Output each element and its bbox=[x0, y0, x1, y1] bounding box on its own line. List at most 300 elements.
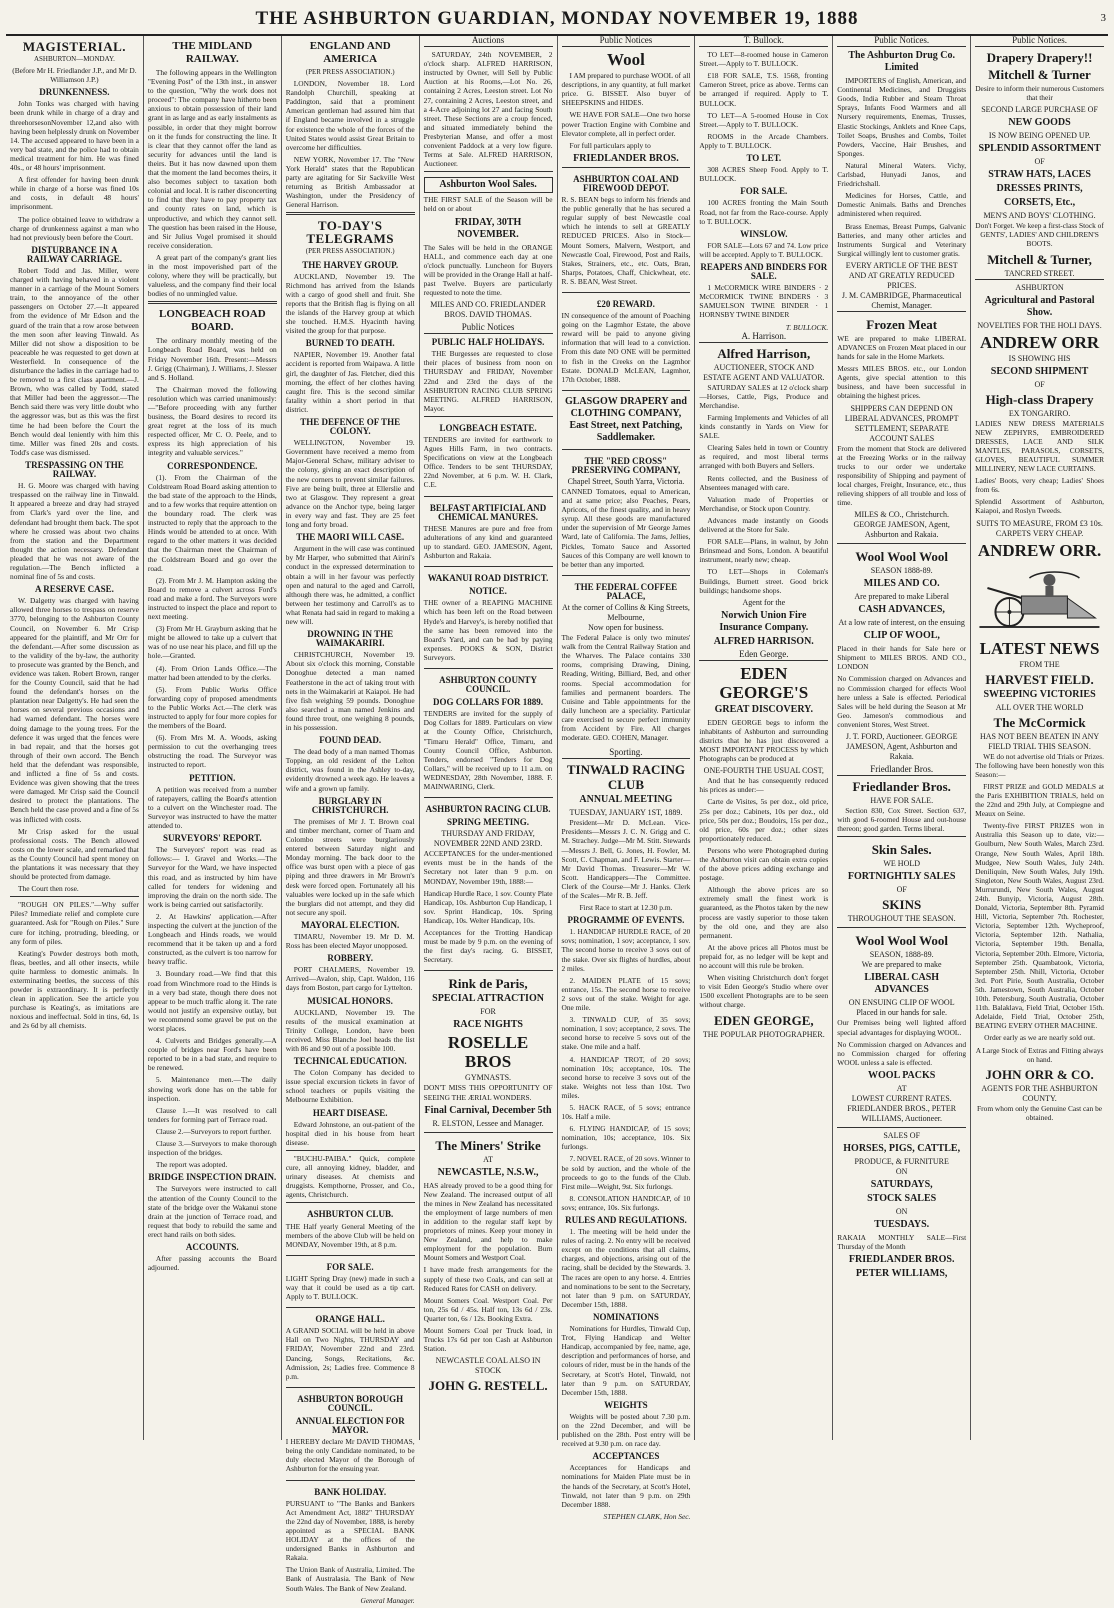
paragraph: I HEREBY declare Mr DAVID THOMAS, being the only Candidate nominated, to be duly elected Mayor of the Borough of Ashburton for the ensuing year. bbox=[285, 1437, 415, 1474]
advert-heading: Rink de Paris, bbox=[448, 976, 528, 992]
advert-line: SKINS bbox=[882, 897, 922, 913]
column-4 bbox=[420, 36, 558, 1440]
advert-line: OF bbox=[1034, 157, 1045, 167]
paragraph: Clause 1.—It was resolved to call tenders for forming part of Terrace road. bbox=[147, 1105, 277, 1124]
advert-line: NEW GOODS bbox=[1008, 117, 1071, 129]
paragraph: Splendid Assortment of Ashburton, Kaiapoi, and Roslyn Tweeds. bbox=[975, 497, 1104, 516]
divider bbox=[148, 301, 277, 304]
advert-line: AT bbox=[896, 1083, 907, 1093]
subhead: ASHBURTON CLUB. bbox=[307, 1209, 394, 1220]
paragraph: Carte de Visites, 5s per doz., old price, 25s per doz.; Cabinets, 10s per doz., old price, 50s per doz.; Boudoirs, 15s per doz., old price, 60s per doz.; other sizes proportionately reduced. bbox=[699, 797, 829, 843]
paragraph: WE are prepared to make LIBERAL ADVANCES on Frozen Meat placed in our hands for sale in the Home Markets. bbox=[837, 333, 967, 362]
subhead: TO LET. bbox=[746, 153, 782, 164]
paragraph: Mount Somers Coal per Truck load, in Trucks 17s 6d per ton Cash at Ashburton Station. bbox=[423, 1326, 553, 1354]
subhead: ACCOUNTS. bbox=[185, 1241, 239, 1252]
subhead: TRESPASSING ON THE RAILWAY. bbox=[25, 459, 124, 480]
subhead: LONGBEACH ESTATE. bbox=[439, 422, 537, 433]
subhead: HEART DISEASE. bbox=[312, 1107, 388, 1118]
advert-line: LOWEST CURRENT RATES. bbox=[851, 1093, 952, 1103]
paragraph: SATURDAY SALES at 12 o'clock sharp—Horses, Cattle, Pigs, Produce and Merchandise. bbox=[699, 382, 829, 410]
paragraph: First Race to start at 12.30 p.m. bbox=[579, 903, 673, 913]
paragraph: (2). From Mr J. M. Hampton asking the Board to remove a culvert across Ford's road and make a ford. The Surveyors were instructed to inspect the place and report to next meeting. bbox=[147, 575, 277, 622]
advert-line: HAVE FOR SALE. bbox=[870, 796, 934, 806]
advert-line: SWEEPING VICTORIES bbox=[983, 688, 1096, 700]
paragraph: LONDON, November 18. Lord Randolph Churchill, speaking at Paddington, said that a prominent American gentleman had assured him that if England became involved in a struggle for existence the whole of the forces of the United States would assist Great Britain to overcome her difficulties. bbox=[285, 79, 415, 152]
signature: J. M. CAMBRIDGE, Pharmaceutical Chemist, Manager. bbox=[841, 290, 962, 310]
advert-heading: Wool bbox=[607, 50, 645, 70]
advert-line: MEN'S AND BOYS' CLOTHING. bbox=[983, 211, 1096, 221]
advert-heading: EDEN GEORGE'S bbox=[719, 663, 809, 702]
event: 6. FLYING HANDICAP, of 15 sovs; nomination, 10s; acceptance, 10s. Six furlongs. bbox=[561, 1124, 691, 1152]
subhead: BANK HOLIDAY. bbox=[314, 1486, 387, 1497]
paragraph: Acceptances for Handicaps and nominations for Maiden Plate must be in the hands of the Secretary, at Scott's Hotel, Tinwald, not later than 9 p.m. on 29th December 1888. bbox=[561, 1463, 691, 1509]
advert-line: SECOND SHIPMENT bbox=[990, 365, 1089, 377]
divider bbox=[286, 1150, 415, 1151]
advert-line: ANNUAL MEETING bbox=[579, 794, 673, 806]
advert-line: GYMNASTS. bbox=[465, 1073, 512, 1083]
paragraph: At the above prices all Photos must be prepaid for, as no ledger will be kept and no account will this rule be broken. bbox=[699, 942, 829, 971]
advert-line: HORSES, PIGS, CATTLE, bbox=[843, 1142, 961, 1154]
reaper-binder-illustration bbox=[975, 568, 1104, 632]
advert-for-sale bbox=[286, 1255, 415, 1307]
paragraph: Nominations for Hurdles, Tinwald Cup, Trot, Flying Handicap and Welter Handicap, accompanied by fee, name, age, description and performances of horse, and colours of rider, must be in the hands of the Secretary, at Scott's Hotel, Tinwald, not later than 9 p.m. on SATURDAY, December 15th, 1888. bbox=[561, 1324, 691, 1397]
subhead: FOR SALE. bbox=[740, 186, 788, 197]
paragraph: WE do not advertise old Trials or Prizes. The following have been honestly won this Season:— bbox=[975, 751, 1104, 779]
advert-club bbox=[286, 1202, 415, 1254]
advert-heading: The Ashburton Drug Co. Limited bbox=[848, 50, 956, 74]
advert-heading: TINWALD RACING CLUB bbox=[566, 762, 685, 793]
advert-line: SUITS TO MEASURE, FROM £3 10s. bbox=[976, 518, 1103, 528]
advert-line: Are prepared to make Liberal bbox=[854, 592, 949, 602]
paragraph: Messrs MILES BROS. etc., our London Agents, give special attention to this business, and have been successful in obtaining the highest prices. bbox=[837, 364, 967, 401]
column-7 bbox=[833, 36, 971, 1440]
advert: "BUCHU-PAIBA." Quick, complete cure, all annoying kidney, bladder, and urinary diseases. At chemists and druggists. Kempthorne, Prosser, and Co., agents, Christchurch. bbox=[285, 1153, 415, 1200]
signature: R. ELSTON, Lessee and Manager. bbox=[432, 1118, 544, 1128]
signature: STEPHEN CLARK, Hon Sec. bbox=[603, 1511, 691, 1521]
advert-line: At the corner of Collins & King Streets, Melbourne, bbox=[561, 603, 690, 623]
paragraph: TIMARU, November 19. Mr D. M. Ross has been elected Mayor unopposed. bbox=[285, 931, 415, 951]
paragraph: 4. Culverts and Bridges generally.—A couple of bridges near Ford's have been reported to be in a bad state, and require to be renewed. bbox=[147, 1036, 277, 1073]
advert-line: STOCK SALES bbox=[867, 1192, 937, 1204]
advert-heading: HARVEST FIELD. bbox=[985, 671, 1094, 687]
section-title: ENGLAND AND AMERICA bbox=[309, 40, 391, 65]
signature: General Manager. bbox=[360, 1595, 415, 1605]
paragraph: TO LET—Shops in Coleman's Buildings, Burnett street. Good brick buildings; handsome shops. bbox=[699, 567, 829, 595]
section-title: MAGISTERIAL. bbox=[22, 39, 127, 54]
column-heading: Eden George. bbox=[699, 650, 828, 661]
paragraph: 100 ACRES fronting the Main South Road, not far from the Race-course. Apply to T. BULLOCK. bbox=[699, 198, 829, 226]
paragraph: President—Mr D. McLean. Vice-Presidents—Messrs J. C. N. Grigg and C. M. Strachey. Judge—Mr M. Stitt. Stewards—Messrs J. Bell, G. Jones, H. Fowler, M. Scott, C. Chapman, and F. Lewis. Starter—Mr David Thomas. Treasurer—Mr W. Scott. Handicappers—The Committee. Clerk of the Course—Mr J. Hanks. Clerk of the Scales—Mr R. B. Jeff. bbox=[561, 818, 691, 900]
paragraph: I have made fresh arrangements for the supply of these two Coals, and can sell at Reduced Rates for CASH on delivery. bbox=[423, 1265, 553, 1293]
advert-wool-sales bbox=[424, 171, 553, 323]
signature: T. BULLOCK. bbox=[785, 322, 829, 332]
subhead: PROGRAMME OF EVENTS. bbox=[567, 915, 685, 926]
paragraph: And that he has consequently reduced his prices as under:— bbox=[699, 776, 829, 795]
subhead: £20 REWARD. bbox=[596, 298, 655, 309]
divider bbox=[10, 896, 139, 897]
column-8 bbox=[971, 36, 1108, 1440]
advert-heading: Drapery Drapery!! bbox=[986, 50, 1093, 66]
advert-heading: Wool Wool Wool bbox=[855, 549, 949, 565]
advert-line: OF bbox=[1034, 379, 1045, 389]
advert-heading: ALFRED HARRISON. bbox=[713, 635, 814, 647]
paragraph: W. Dalgetty was charged with having allowed three horses to trespass on reserve 3770, belonging to the Ashburton County Council, on November 6. Mr Crisp appeared for the plaintiff, and Mr Orr for the defendant.—After some discussion as to the validity of the by-law, the authority to prosecute was granted by the Bench, and evidence was taken. Robert Brown, ranger for the County Council, said that he had found the defendant's horses on the plantation near Dalgetty's. He had seen the horses on several previous occasions and had warned defendant. The horses were doing damage to the young trees. For the defence it was urged that the fences were in bad repair, and that the horses got through of their own accord. The Bench held that the defendant was responsible, and inflicted a fine of 5s and costs. Evidence was given showing that the trees were damaged. Mr Crisp said the Council desired to protect the plantations. The Bench held the case proved and a fine of 5s was inflicted with costs. bbox=[10, 596, 139, 824]
paragraph: TO LET—A 5-roomed House in Cox Street.—Apply to T. BULLOCK. bbox=[699, 110, 829, 129]
price-list: Mount Somers Coal. Westport Coal. Per ton, 25s 6d / 45s. Half ton, 13s 6d / 23s. Quarter ton, 6s / 12s. Booking Extra. bbox=[423, 1295, 553, 1323]
subhead: WEIGHTS bbox=[604, 1399, 648, 1410]
advert-borough bbox=[286, 1387, 415, 1480]
section-title: LONGBEACH ROAD BOARD. bbox=[158, 308, 266, 334]
subhead: DISTURBANCE IN A RAILWAY CARRIAGE. bbox=[26, 244, 122, 264]
byline: (PER PRESS ASSOCIATION.) bbox=[305, 68, 395, 76]
paragraph: For full particulars apply to bbox=[569, 140, 651, 150]
advert-heading: The McCormick bbox=[993, 714, 1086, 730]
event: 2. MAIDEN PLATE of 15 sovs; entrance, 15s. The second horse to receive 2 sovs out of the stake. Weight for age. One mile. bbox=[561, 975, 691, 1013]
advert-line: Placed in our hands for sale. bbox=[856, 1008, 947, 1018]
advert-line: AT bbox=[483, 1154, 493, 1164]
paragraph: From the moment that Stock are delivered at the Freezing Works or in the railway trucks to our order we undertake responsibility of Shipping and payment of local charges, Freight, Insurance, etc., thus relieving shippers of all trouble and loss of time. bbox=[837, 443, 967, 508]
subhead: DRUNKENNESS. bbox=[39, 87, 110, 98]
advert-racing bbox=[424, 797, 553, 970]
section-title: TO-DAY'S TELEGRAMS bbox=[306, 218, 394, 247]
paragraph: PURSUANT to "The Banks and Bankers Act Amendment Act, 1882" THURSDAY the 22nd day of November, 1888, is hereby appointed as a SPECIAL BANK HOLIDAY at the offices of the undersigned Banks in Ashburton and Rakaia. bbox=[285, 1498, 415, 1563]
advert-line: ON bbox=[895, 1166, 908, 1176]
advert-bank-holiday bbox=[286, 1480, 415, 1608]
columns bbox=[6, 35, 1108, 1605]
advert-line: FORTNIGHTLY SALES bbox=[847, 871, 956, 883]
paragraph: LADIES NEW DRESS MATERIALS NEW ZEPHYRS, EMBROIDERED DRESSES, LACE AND SILK MANTLES, PARASOLS, CORSETS, GLOVES, BEAUTIFUL SUMMER MILLINERY, NEW LACE CURTAINS. bbox=[975, 418, 1104, 474]
advert: Keating's Powder destroys both moth, fleas, beetles, and all other insects, while quite harmless to domestic animals. In exterminating beetles, the success of this powder is extraordinary. It is perfectly clean in application. See the article you purchase is Keating's, as imitations are noxious and ineffectual. Sold in tins, 6d, 1s and 2s 6d by all chemists. bbox=[10, 948, 139, 1031]
advert-line: AGENTS FOR THE ASHBURTON COUNTY. bbox=[981, 1083, 1098, 1103]
advert-red-cross bbox=[562, 449, 691, 575]
paragraph: THE Half yearly General Meeting of the members of the above Club will be held on MONDAY, November 19th, at 8 p.m. bbox=[285, 1221, 415, 1249]
paragraph: £18 FOR SALE, T.S. 1568, fronting Cameron Street, price as above. Terms can be arranged if required. Apply to T. BULLOCK. bbox=[699, 71, 829, 108]
signature: MILES AND CO. FRIEDLANDER BROS. DAVID THOMAS. bbox=[430, 300, 546, 320]
column-3 bbox=[282, 36, 420, 1605]
advert-line: SATURDAYS, bbox=[870, 1178, 933, 1190]
subhead: ASHBURTON RACING CLUB. bbox=[425, 804, 551, 815]
advert-heading: LATEST NEWS bbox=[979, 638, 1100, 658]
paragraph: After passing accounts the Board adjourned. bbox=[147, 1254, 277, 1273]
advert-longbeach bbox=[424, 416, 553, 496]
advert-line: LIBERAL CASH ADVANCES bbox=[864, 972, 940, 996]
paragraph: ACCEPTANCES for the under-mentioned events must be in the hands of the Secretary not later than 9 p.m. on MONDAY, November 19th, 1888:— bbox=[423, 849, 553, 886]
paragraph: AUCKLAND, November 19. The Richmond has arrived from the Islands with a cargo of good shell and fruit. She reports that the British flag is flying on all the islands of the Harvey group at which she touched. H.M.S. Hyacinth having visited the group for that purpose. bbox=[285, 271, 415, 336]
paragraph: Clearing Sales held in town or Country as required, and most liberal terms arranged with both Buyers and Sellers. bbox=[699, 443, 829, 471]
paragraph: The Sales will be held in the ORANGE HALL, and commence each day at one o'clock punctually. Luncheon for Buyers will be provided in the Orange Hall at half-past Twelve. Buyers are particularly requested to note the time. bbox=[423, 242, 553, 297]
paragraph: Weights will be posted about 7.30 p.m. on the 22nd December, and will be published on the 28th. Post entry will be received at 9.30 p.m. on race day. bbox=[561, 1411, 691, 1449]
byline: (PER PRESS ASSOCIATION.) bbox=[305, 247, 395, 256]
paragraph: AUCKLAND, November 19. The results of the musical examination at Trinity College, London, have been received. Miss Blanche Joel heads the list with 86 and 90 out of a possible 100. bbox=[285, 1007, 415, 1053]
advert-line: NEWCASTLE, N.S.W., bbox=[437, 1166, 539, 1178]
paragraph: FOR SALE—Plans, in walnut, by John Brinsmead and Sons, London. A beautiful instrument, nearly new; cheap. bbox=[699, 537, 829, 565]
paragraph: A petition was received from a number of ratepayers, calling the Board's attention to a culvert on the Winchester road. The Surveyor was instructed to have the matter attended to. bbox=[147, 784, 277, 831]
advert-line: RACE NIGHTS bbox=[453, 1019, 523, 1031]
paragraph: A GRAND SOCIAL will be held in above Hall on Two Nights, THURSDAY and FRIDAY, November 22nd and 23rd. Dancing, Songs, Recitations, &c. Admission, 2s; Ladies free. Commence 8 p.m. bbox=[285, 1326, 415, 1381]
paragraph: From whom only the Genuine Cast can be obtained. bbox=[977, 1103, 1103, 1122]
paragraph: THE owner of a REAPING MACHINE which has been left on the Road between Hyde's and Harvey's, is hereby notified that the same has been removed into the Board's Yard, and can be had by paying expenses. POOKS & SON, District Surveyors. bbox=[423, 598, 553, 662]
paragraph: 3. Boundary road.—We find that this road from Winchmore road to the Hinds is in a very bad state, though there does not appear to be much traffic along it. The rate would not justify an expensive outlay, but we recommend some gravel be put on the worst places. bbox=[147, 969, 277, 1033]
paragraph: The Chairman moved the following resolution which was carried unanimously:—"Before proceeding with any further business, the Board desires to record its great regret at the loss of its much respected officer, Mr C. O. Peele, and to express its high appreciation of his integrity and valuable services." bbox=[147, 384, 277, 458]
subhead: CORRESPONDENCE. bbox=[167, 460, 258, 471]
advert-line: Agent for the bbox=[742, 597, 786, 607]
advert-line: TUESDAY, JANUARY 1ST, 1889. bbox=[569, 808, 683, 818]
paragraph: Desire to inform their numerous Customers that their bbox=[975, 84, 1104, 103]
paragraph: Farming Implements and Vehicles of all kinds constantly in Yards on View for SALE. bbox=[699, 413, 829, 441]
advert-line: OF bbox=[896, 885, 907, 895]
paragraph: Mr Crisp asked for the usual professional costs. The Bench allowed costs on the lower scale, and remarked that as the County Council had spent money on the plantations it was necessary that they should be protected from damage. bbox=[10, 826, 139, 882]
paragraph: CHRISTCHURCH, November 19. About six o'clock this morning, Constable Donoghue detected a man named Featherstone in the act of taking trout with nets in the Waimakariri at Kaiapoi. He had five fish weighing 59 pounds. Donoghue also searched a man named Jenkins and found three trout, one weighing 8 pounds, in his possession. bbox=[285, 650, 415, 732]
paragraph: Persons who were Photographed during the Ashburton visit can obtain extra copies of the above prices adding exchange and postage. bbox=[699, 845, 829, 883]
paragraph: CANNED Tomatoes, equal to American, and at same price; also Peaches, Pears, Apricots, of the finest quality, and in heavy syrup. All these goods are manufactured under the supervision of Mr George James Ward, late of California. The Jams, Jellies, Pickles, Tomato Sauce and Assorted Sauces of this Company are well known to be better than any imported. bbox=[561, 487, 691, 569]
advert-line: AUCTIONEER, STOCK AND ESTATE AGENT AND VALUATOR. bbox=[703, 362, 825, 382]
dateline: ASHBURTON—MONDAY. bbox=[33, 55, 115, 63]
column-heading: Public Notices bbox=[562, 36, 691, 47]
subhead: REAPERS AND BINDERS FOR SALE. bbox=[700, 261, 828, 282]
event: 8. CONSOLATION HANDICAP, of 10 sovs; entrance, 10s. Six furlongs. bbox=[561, 1193, 691, 1212]
advert-line: ON bbox=[895, 1206, 908, 1216]
advert-line: ON ENSUING CLIP OF WOOL bbox=[848, 998, 955, 1008]
paragraph: THE FIRST SALE of the Season will be held on or about bbox=[423, 195, 553, 214]
bench: (Before Mr H. Friedlander J.P., and Mr D. Williamson J.P.) bbox=[12, 66, 137, 85]
advert-line: Chapel Street, South Yarra, Victoria. bbox=[567, 477, 685, 486]
advert-line: SHIPPERS CAN DEPEND ON LIBERAL ADVANCES, PROMPT SETTLEMENT, SEPARATE ACCOUNT SALES bbox=[844, 403, 959, 443]
advert-line: SPECIAL ATTRACTION bbox=[432, 993, 544, 1005]
advert-line: EX TONGARIRO. bbox=[1008, 408, 1071, 418]
paragraph: Ladies' Boots, very cheap; Ladies' Shoes from 6s. bbox=[975, 476, 1104, 495]
advert-heading: ANDREW ORR bbox=[979, 332, 1100, 352]
advert-line: PRODUCE, & FURNITURE bbox=[854, 1156, 949, 1166]
subhead: RULES AND REGULATIONS. bbox=[565, 1215, 687, 1225]
paragraph: (4). From Orion Lands Office.—The matter had been attended to by the clerks. bbox=[147, 663, 277, 682]
advert-wakanui bbox=[424, 566, 553, 668]
column-heading: Public Notices bbox=[424, 323, 553, 334]
paragraph: IN consequence of the amount of Poaching going on the Lagmhor Estate, the above reward will be paid to anyone giving information that will lead to a conviction. From this date NO ONE will be permitted to fish in the Creeks on the Lagmhor Estate. DONALD McLEAN, Lagmhor, 17th October, 1888. bbox=[561, 311, 691, 384]
column-5 bbox=[558, 35, 696, 1521]
paragraph: No Commission charged on Advances and no Commission charged for offering WOOL unless a sale is effected. bbox=[837, 1039, 967, 1067]
advert-skin-sales bbox=[837, 836, 966, 927]
paragraph: John Tonks was charged with having been drunk while in charge of a dray and threehorsesonNovember 12,and also with having been helplessly drunk on November 14. The accused appeared to have been in a very bad state, and the police had to obtain medical treatment for him. He was fined 40s., or 48 hours' imprisonment. bbox=[10, 99, 139, 173]
advert-heading: JOHN G. RESTELL. bbox=[428, 1378, 548, 1394]
subhead: ORANGE HALL. bbox=[315, 1314, 385, 1325]
subhead: ANNUAL ELECTION FOR MAYOR. bbox=[295, 1416, 405, 1436]
paragraph: SATURDAY, 24th NOVEMBER, 2 o'clock sharp. ALFRED HARRISON, instructed by Owner, will Sell by Public Auction at his Rooms,—Lot No. 26, containing 2 Acres, Leeston street. Lot No 27, containing 2 Acres, Leeston street, and a 4-Acre adjoining lot 27 and facing South street. These Sections are a croup fenced, and situated immediately behind the Presbyterian Manse, and offer a most convenient Paddock at a very low figure. Terms at Sale. ALFRED HARRISON, Auctioneer. bbox=[423, 50, 553, 169]
paragraph: The Surveyors were instructed to call the attention of the County Council to the state of the bridge over the Wakanui stone drain at the junction of Terrace road, and request that body to rebuild the same and erect hand rails on both sides. bbox=[147, 1184, 277, 1239]
masthead bbox=[6, 4, 1108, 36]
advert-line: ASHBURTON bbox=[1015, 282, 1064, 292]
paragraph: Placed in their hands for Sale here or Shipment to MILES BROS. AND CO., LONDON bbox=[837, 644, 967, 672]
paragraph: (5). From Public Works Office forwarding copy of proposed amendments to the Public Works Act.—The clerk was instructed to apply for four more copies for the members of the Board. bbox=[147, 684, 277, 731]
signature: FRIEDLANDER BROS., PETER WILLIAMS, Auctioneer. bbox=[847, 1103, 957, 1123]
event: 3. TINWALD CUP, of 35 sovs; nomination, 1 sov; acceptance, 2 sovs. The second horse to receive 5 sovs out of the stake. One mile and a half. bbox=[561, 1015, 691, 1052]
subhead: TECHNICAL EDUCATION. bbox=[293, 1056, 407, 1067]
advert-line: SEASON 1888-89. bbox=[870, 566, 933, 576]
paragraph: IMPORTERS of English, American, and Continental Medicines, and Druggists Goods, India Rubber and Steam Throat Sprays, Infants Food Warmers and all Nursery requirements, Enemas, Trusses, Elastic Stockings, Anklets and Knee Caps, Toilet Soaps, Brushes and Combs, Toilet Powders, Vaccine, Hair Brushes, and Sponges. bbox=[837, 76, 967, 158]
event: 4. HANDICAP TROT, of 20 sovs; nomination 10s; acceptance, 10s. The second horse to receive 3 sovs out of the stake. Weights not less than 10st. Two miles. bbox=[561, 1054, 691, 1100]
advert-line: ONE-FOURTH THE USUAL COST, bbox=[703, 766, 824, 776]
advert-line: NEWCASTLE COAL ALSO IN STOCK bbox=[435, 1356, 541, 1376]
advert-line: SPLENDID ASSORTMENT bbox=[978, 143, 1101, 155]
paragraph: The ordinary monthly meeting of the Longbeach Road Board, was held on Friday November 16th. Present:—Messrs J. Grigg (Chairman), J. Williams, J. Slesser and S. Holland. bbox=[147, 336, 277, 382]
paragraph: Clause 2.—Surveyors to report further. bbox=[155, 1126, 272, 1136]
paragraph: (3) From Mr H. Grayburn asking that he might be allowed to take up a culvert that was of no use near his place, and fill up the hole.—Granted. bbox=[147, 624, 277, 661]
advert-sales bbox=[837, 1127, 966, 1285]
paragraph: I AM prepared to purchase WOOL of all descriptions, in any quantity, at full market price. G. BISSET. Also buyer of SHEEPSKINS and HIDES. bbox=[561, 71, 691, 108]
paragraph: The Surveyors' report was read as follows:— I. Gravel and Works.—The Surveyor for the Ward, we have inspected this road, and as instructed by him have called for tenders for widening and improving the drain on the north side. The work is being carried out satisfactorily. bbox=[147, 845, 277, 909]
paragraph: Clause 3.—Surveyors to make thorough inspection of the bridges. bbox=[147, 1139, 277, 1158]
advert-line: WE HOLD bbox=[883, 859, 921, 869]
subhead: ASHBURTON COAL AND FIREWOOD DEPOT. bbox=[573, 173, 679, 193]
advert-line: WOOL PACKS bbox=[868, 1069, 936, 1081]
advert-line: FOR bbox=[480, 1007, 496, 1017]
advert-line: SEASON, 1888-89. bbox=[869, 950, 934, 960]
paragraph: TENDERS are invited for the supply of Dog Collars for 1889. Particulars on view at the County Office, Christchurch, "Timaru Herald" Office, Timaru, and County Council Office, Ashburton. Tenders, endorsed "Tenders for Dog Collars," will be received up to 11 a.m. on WEDNESDAY, 28th November, 1888. F. MAINWARING, Clerk. bbox=[423, 709, 553, 791]
subhead: DOG COLLARS FOR 1889. bbox=[433, 697, 544, 708]
subhead: MAYORAL ELECTION. bbox=[301, 919, 400, 930]
advert-wool-fried bbox=[837, 927, 966, 1126]
advert-line: We are prepared to make bbox=[861, 960, 942, 970]
signature: MILES & CO., Christchurch. GEORGE JAMESON, Agent, Ashburton and Rakaia. bbox=[853, 510, 950, 540]
subhead: PETITION. bbox=[189, 772, 236, 783]
column-6 bbox=[695, 36, 833, 1440]
paragraph: DON'T MISS THIS OPPORTUNITY OF SEEING THE ÆRIAL WONDERS. bbox=[423, 1083, 553, 1102]
advert-line: TUESDAYS. bbox=[874, 1218, 930, 1230]
paragraph: TENDERS are invited for earthwork to Agues Hills Farm, in two contracts. Specifications on view at the Longbeach Office. Tenders to be sent THURSDAY, 22nd November, at 6 p.m. W. H. Clark, C.E. bbox=[423, 435, 553, 490]
advert-line: NOVELTIES FOR THE HOLI DAYS. bbox=[977, 320, 1102, 330]
subhead: NOMINATIONS bbox=[593, 1311, 659, 1322]
column-heading: Friedlander Bros. bbox=[837, 765, 966, 776]
column-heading: Sporting. bbox=[562, 748, 691, 759]
advert-line: SALES OF bbox=[883, 1130, 921, 1140]
paragraph: A Large Stock of Extras and Fitting always on hand. bbox=[975, 1045, 1104, 1064]
advert-line: GREAT DISCOVERY. bbox=[714, 703, 813, 715]
paragraph: The Federal Palace is only two minutes' walk from the Central Railway Station and the Wharves. The Palace contains 330 rooms, comprising Drawing, Dining, Reading, Writing, Billiard, Bed, and other rooms. Special accommodation for families and permanent boarders. The Cuisine and Table appointments for the daily luncheon are a speciality. Particular care exercised to secure perfect immunity from Accident by Fire. All charges moderate. GEO. COHEN, Manager. bbox=[561, 633, 691, 743]
subhead: BELFAST ARTIFICIAL AND CHEMICAL MANURES. bbox=[429, 502, 547, 522]
column-heading: A. Harrison. bbox=[699, 332, 828, 343]
advert-wool-miles bbox=[837, 543, 966, 765]
column-2 bbox=[144, 36, 282, 1440]
paragraph: FOR SALE—Lots 67 and 74. Low price will be accepted. Apply to T. BULLOCK. bbox=[699, 240, 829, 259]
subhead: MUSICAL HONORS. bbox=[307, 995, 393, 1006]
advert-heading: Mitchell & Turner bbox=[988, 67, 1091, 83]
paragraph: Acceptances for the Trotting Handicap must be made by 9 p.m. on the evening of the first day's racing. G. BISSET, Secretary. bbox=[423, 928, 553, 965]
advert-heading: ANDREW ORR. bbox=[977, 540, 1102, 560]
event: 1. HANDICAP HURDLE RACE, of 20 sovs; nomination, 1 sov; acceptance, 1 sov. The second horse to receive 3 sovs out of the stake. Over six flights of hurdles, about 2 miles. bbox=[561, 927, 691, 973]
subhead: A RESERVE CASE. bbox=[34, 584, 114, 595]
paragraph: R. S. BEAN begs to inform his friends and the public generally that he has secured a regular supply of best Newcastle coal which he intends to sell at GREATLY REDUCED PRICES. Also in Stock—Mount Somers, Malvern, Westport, and Newcastle Coal, Firewood, Post and Rails, Stakes, Strainers, etc., etc. Oats, Bran, Sharps, Potatoes, Chaff, Chickwheat, etc. R. S. BEAN, West Street. bbox=[561, 195, 691, 286]
race-list: Handicap Hurdle Race, 1 sov. County Plate Handicap, 10s. Ashburton Cup Handicap, 1 sov. Sprint Handicap, 10s. Spring Handicap, 10s. Welter Handicap, 10s. bbox=[423, 888, 553, 925]
advert-line: Final Carnival, December 5th bbox=[424, 1104, 552, 1116]
paragraph: Argument in the will case was continued by Mr Harper, who submitted that Airini's conduct in the expressed determination to obtain a will in her favour was perfectly open and natural to the aged and Carroll, although there was, he admitted, a conflict between her testimony and Carroll's as to what Renata had said in regard to making a new will. bbox=[285, 544, 415, 626]
subhead: WINSLOW. bbox=[740, 228, 788, 239]
subhead: BURGLARY IN CHRISTCHURCH. bbox=[311, 795, 389, 815]
advert-heading: Frozen Meat bbox=[866, 316, 938, 332]
advert-belfast bbox=[424, 496, 553, 567]
paragraph: Don't Forget. We keep a first-class Stock of GENTS', LADIES' AND CHILDREN'S BOOTS. bbox=[975, 221, 1104, 249]
paragraph: Edward Johnstone, an out-patient of the hospital died in his house from heart disease. bbox=[285, 1119, 415, 1147]
paragraph: 1. The meeting will be held under the rules of racing. 2. No entry will be received except on the conditions that all claims, charges, and objections, arising out of the racing, shall be decided by the Stewards. 3. The races are open to any horse. 4. Entries and nominations to be sent to the Secretary, not later than 9 p.m. on SATURDAY, December 15th, 1888. bbox=[561, 1227, 691, 1309]
event: 7. NOVEL RACE, of 20 sovs. Winner to be sold by auction, and the whole of the proceeds to go to the funds of the Club. First mile—Weight, 9st. Six furlongs. bbox=[561, 1154, 691, 1191]
paragraph: TO LET—8-roomed house in Cameron Street.—Apply to T. BULLOCK. bbox=[699, 50, 829, 69]
paragraph: The dead body of a man named Thomas Topping, an old resident of the Lelton district, was found in the Ashley to-day, evidently drowned a week ago. He leaves a wife and a grown up family. bbox=[285, 747, 415, 793]
advert-heading: EDEN GEORGE, bbox=[713, 1012, 814, 1028]
advert-rink bbox=[424, 970, 553, 1131]
subhead: THE "RED CROSS" PRESERVING COMPANY, bbox=[571, 455, 681, 475]
subhead: FOUND DEAD. bbox=[319, 735, 382, 746]
advert-line: STRAW HATS, LACES bbox=[988, 169, 1091, 181]
paragraph: Valuation made of Properties or Merchandise, or Stock upon Country. bbox=[699, 494, 829, 513]
paragraph: Although the above prices are so extremely small the finest work is guaranteed, as the Photos taken by the new process are vastly superior to those taken by the old one, and they are also permanent. bbox=[699, 885, 829, 940]
paragraph: No Commission charged on Advances and no Commission charged for effects Wool here unless a Sale is effected. Periodical Sales will be held during the Season at Mr Geo. Jameson's commodious and convenient Stores, West Street. bbox=[837, 674, 967, 729]
column-heading: Public Notices. bbox=[837, 36, 966, 47]
advert-line: THE POPULAR PHOTOGRAPHER. bbox=[702, 1029, 825, 1039]
advert-heading: Wool Wool Wool bbox=[855, 933, 949, 949]
paragraph: 308 ACRES Sheep Food. Apply to T. BULLOCK. bbox=[699, 165, 829, 184]
advert-heading: ROSELLE BROS bbox=[447, 1033, 529, 1072]
paragraph: ROOMS in the Arcade Chambers. Apply to T. BULLOCK. bbox=[699, 131, 829, 150]
advert-line: PETER WILLIAMS, bbox=[855, 1268, 948, 1280]
advert-line: CASH ADVANCES, bbox=[858, 604, 945, 616]
paragraph: PORT CHALMERS, November 19. Arrived—Avalon, ship, Capt. Waldon, 116 days from Boston, part cargo for Lyttelton. bbox=[285, 965, 415, 993]
advert-line: At a low rate of interest, on the ensuing bbox=[838, 618, 965, 628]
paragraph: FIRST PRIZE and GOLD MEDALS at the Paris EXHIBITION TRIALS, held on the 22nd and 29th July, at Compiegne and Meaux on Seine. bbox=[975, 781, 1104, 819]
paragraph: WE HAVE FOR SALE—One two horse power Traction Engine with Combine and Elevator complete, all in perfect order. bbox=[561, 110, 691, 138]
paragraph: WELLINGTON, November 19. Government have received a memo from Major-General Schaw, military adviser to the colony, giving an exact description of the new corners to prevent similar failures. Five are being built, three at Ellerslie and two at Glasgow. They represent a great advance on the Anchor type, being larger in every way and fast. They are 25 feet long and forty broad. bbox=[285, 438, 415, 530]
advert-heading: Agricultural and Pastoral Show. bbox=[984, 294, 1095, 318]
advert: "ROUGH ON PILES."—Why suffer Piles? Immediate relief and complete cure guaranteed. Ask for "Rough on Piles." Sure cure for itching, protruding, bleeding, or any form of piles. bbox=[10, 900, 139, 946]
subhead: NOTICE. bbox=[469, 586, 507, 597]
paragraph: H. G. Moore was charged with having trespassed on the railway line in Tinwald. It appeared a breeze and dray had strayed from Clark's yard over the line, and defendant had brought them back. The spot where he crossed was about two chains from the station and the Department thought the action necessary. Defendant pleaded that he was not aware of the regulation.—The Bench inflicted a nominal fine of 5s and costs. bbox=[10, 481, 139, 582]
subhead: THE DEFENCE OF THE COLONY. bbox=[300, 417, 401, 437]
paragraph: Our Premises being well lighted afford special advantages for displaying WOOL. bbox=[837, 1018, 967, 1037]
paragraph: THE Burgesses are requested to close their places of business from noon on THURSDAY and FRIDAY, November 22nd and 23rd the days of the ASHBURTON RACING CLUB SPRING MEETING. ALFRED HARRISON, Mayor. bbox=[423, 349, 553, 413]
subhead: BRIDGE INSPECTION DRAIN. bbox=[148, 1172, 277, 1183]
paragraph: NEW YORK, November 17. The "New York Herald" states that the Republican party are agitating for Sir Sackville West returning as British Ambassador at Washington, under the Presidency of General Harrison. bbox=[285, 154, 415, 210]
advert-heading: Skin Sales. bbox=[871, 842, 932, 858]
paragraph: Section 830, Cox Street. Section 637, with good 6-roomed House and out-house thereon; good garden. Terms liberal. bbox=[837, 806, 967, 834]
advert-glasgow bbox=[562, 390, 691, 449]
paragraph: When visiting Christchurch don't forget to visit Eden George's Studio where over 1500 excellent Photographs are to be seen without charge. bbox=[699, 973, 829, 1010]
paragraph: 2. At Hawkins' application.—After inspecting the culvert at the junction of the Longbeach and Hinds roads, we would recommend that it be taken up and a ford constructed, as the culvert is too narrow for heavy traffic. bbox=[147, 911, 277, 967]
advert-line: IS SHOWING HIS bbox=[1008, 353, 1071, 363]
advert-line: EVERY ARTICLE OF THE BEST AND AT GREATLY REDUCED PRICES. bbox=[845, 260, 958, 290]
paragraph: HAS already proved to be a good thing for New Zealand. The increased output of all the mines in New Zealand has necessitated the employment of large numbers of men in addition to the regular staff kept by proprietors of mines. Keep your money in New Zealand, and help to make employment for the population. Burn Mount Somers and Westport Coal. bbox=[423, 1180, 553, 1263]
paragraph: The Union Bank of Australia, Limited. The Bank of Australasia. The Bank of New South Wales. The Bank of New Zealand. bbox=[285, 1565, 415, 1593]
paragraph: Advances made instantly on Goods delivered at the Store for Sale. bbox=[699, 515, 829, 535]
paragraph: LIGHT Spring Dray (new) made in such a way that it could be used as a tip cart. Apply to T. BULLOCK. bbox=[285, 1273, 415, 1302]
subhead: THE MAORI WILL CASE. bbox=[296, 532, 405, 543]
paragraph: The Court then rose. bbox=[18, 884, 79, 894]
advert-line: TANCRED STREET. bbox=[1004, 268, 1075, 278]
advert-andrew-orr bbox=[975, 279, 1104, 565]
advert-coffee-palace bbox=[562, 575, 691, 748]
paragraph: A great part of the company's grant lies in the most impoverished part of the colony, where they will be practically, but valueless, and the company find their local bodies of no unmingled value. bbox=[147, 252, 277, 299]
column-heading: Public Notices. bbox=[975, 36, 1104, 47]
subhead: PUBLIC HALF HOLIDAYS. bbox=[431, 337, 545, 348]
advert-line: CLIP OF WOOL, bbox=[863, 630, 940, 642]
event: 5. HACK RACE, of 5 sovs; entrance 10s. Half a mile. bbox=[561, 1102, 691, 1122]
paragraph: NAPIER, November 19. Another fatal accident is reported from Waipawa. A little girl, the daughter of Jas. Fletcher, died this morning, the effect of her clothes having caught fire. This is the second similar fatality within a short period in that district. bbox=[285, 350, 415, 414]
paragraph: The police obtained leave to withdraw a charge of drunkenness against a man who had not previously been before the Court. bbox=[10, 214, 139, 242]
advert-heading: Ashburton Wool Sales. bbox=[424, 177, 553, 193]
advert-county bbox=[424, 668, 553, 797]
paragraph: The premises of Mr J. T. Brown coal and timber merchant, corner of Tuam and Colombo streets were burglariously entered between Saturday night and Monday morning. The back door to the office was burst open with a piece of gas piping and three drawers in Mr Brown's desk were forced open. Fortunately all his valuables were locked up in the safe which the burglars did not attempt, and they did not secure any spoil. bbox=[285, 816, 415, 917]
advert-miners bbox=[424, 1132, 553, 1399]
advert-heading: Norwich Union Fire Insurance Company. bbox=[719, 609, 809, 633]
section-title: THE MIDLAND RAILWAY. bbox=[172, 40, 253, 65]
paragraph: The report was adopted. bbox=[155, 1160, 228, 1170]
advert-line: SECOND LARGE PURCHASE OF bbox=[981, 105, 1098, 115]
